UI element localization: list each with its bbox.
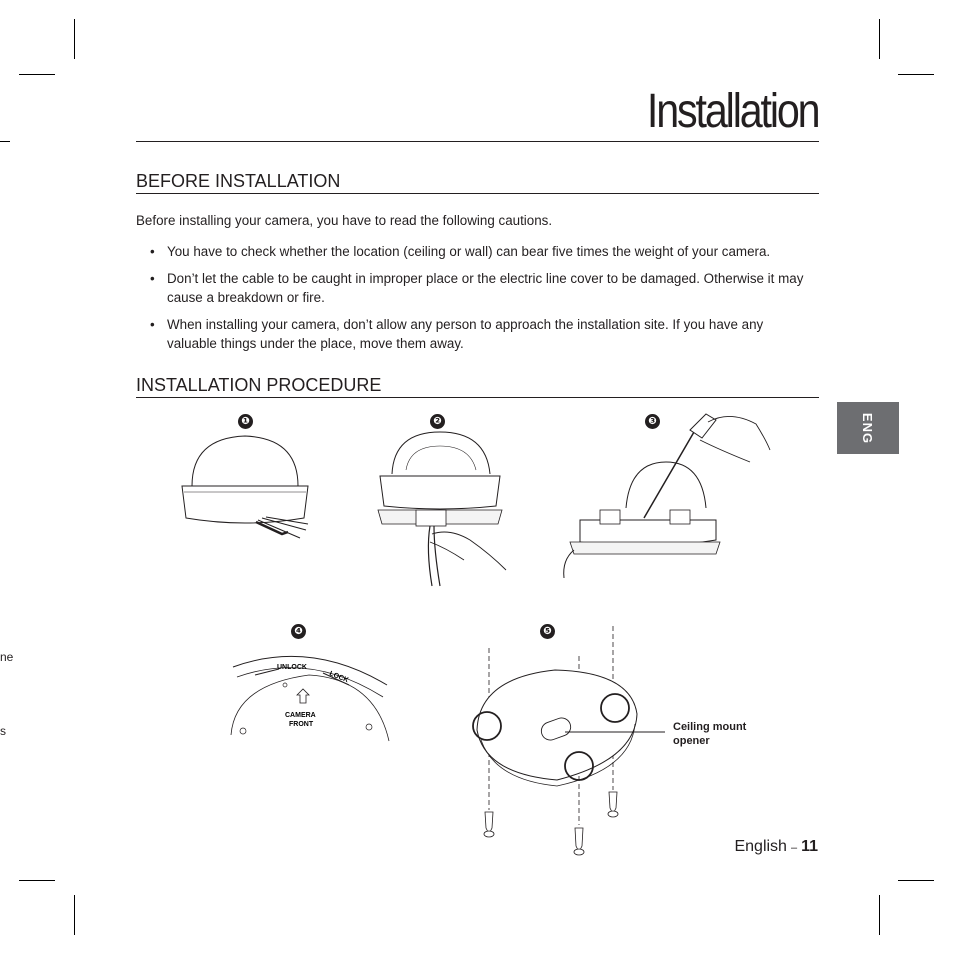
list-item-text: Don’t let the cable to be caught in improper place or the electric line cover to be damaged. Otherwise it may cause a breakdown or fire. <box>167 271 804 305</box>
crop-mark <box>898 880 934 881</box>
step-number-1: ❶ <box>238 414 253 429</box>
step-number-3: ❸ <box>645 414 660 429</box>
ceiling-mount-illustration <box>465 620 665 860</box>
screw-icon <box>574 828 584 855</box>
step-number-5: ❺ <box>540 624 555 639</box>
unlock-label: UNLOCK <box>277 664 307 671</box>
camera-front-label-2: FRONT <box>289 721 314 728</box>
crop-mark <box>74 895 75 935</box>
list-item-text: You have to check whether the location (ceiling or wall) can bear five times the weight of your camera. <box>167 244 771 259</box>
crop-mark <box>19 880 55 881</box>
list-item <box>150 315 810 353</box>
ceiling-mount-opener-label: Ceiling mount opener <box>673 721 747 747</box>
lock-label: LOCK <box>328 670 350 685</box>
crop-mark <box>879 895 880 935</box>
screwdriver-illustration <box>560 410 780 580</box>
crop-mark <box>879 19 880 59</box>
title-rule <box>136 141 819 142</box>
bullet-icon: • <box>150 317 155 332</box>
step-number-4: ❹ <box>291 624 306 639</box>
page-title: Installation <box>646 85 818 138</box>
list-item <box>150 242 810 261</box>
base-plate-lock-illustration <box>225 645 395 745</box>
dome-camera-illustration <box>170 430 320 545</box>
camera-front-label: CAMERA <box>285 712 316 719</box>
language-tab <box>837 402 899 454</box>
margin-fragment: ne <box>0 650 14 664</box>
footer-separator: – <box>790 842 798 854</box>
intro-text: Before installing your camera, you have to read the following cautions. <box>136 213 553 228</box>
section-rule <box>136 397 819 398</box>
footer-language: English <box>734 838 787 855</box>
crop-mark <box>0 141 10 142</box>
arrow-up-icon <box>297 689 309 703</box>
dome-cable-illustration <box>370 430 510 590</box>
list-item-text: When installing your camera, don’t allow any person to approach the installation site. If you have any valuable things under the place, move them away. <box>167 317 764 351</box>
screw-icon <box>608 792 618 817</box>
screw-icon <box>484 812 494 837</box>
crop-mark <box>74 19 75 59</box>
bullet-icon: • <box>150 244 155 259</box>
language-tab-label: ENG <box>860 412 876 444</box>
section-heading-installation-procedure: INSTALLATION PROCEDURE <box>136 375 382 395</box>
crop-mark <box>898 74 934 75</box>
list-item <box>150 269 810 307</box>
page-footer <box>734 838 818 856</box>
margin-fragment: s <box>0 724 6 738</box>
page-number: 11 <box>801 838 818 855</box>
section-rule <box>136 193 819 194</box>
bullet-icon: • <box>150 271 155 286</box>
crop-mark <box>19 74 55 75</box>
step-number-2: ❷ <box>430 414 445 429</box>
caution-list <box>150 242 810 361</box>
section-heading-before-installation: BEFORE INSTALLATION <box>136 171 341 191</box>
